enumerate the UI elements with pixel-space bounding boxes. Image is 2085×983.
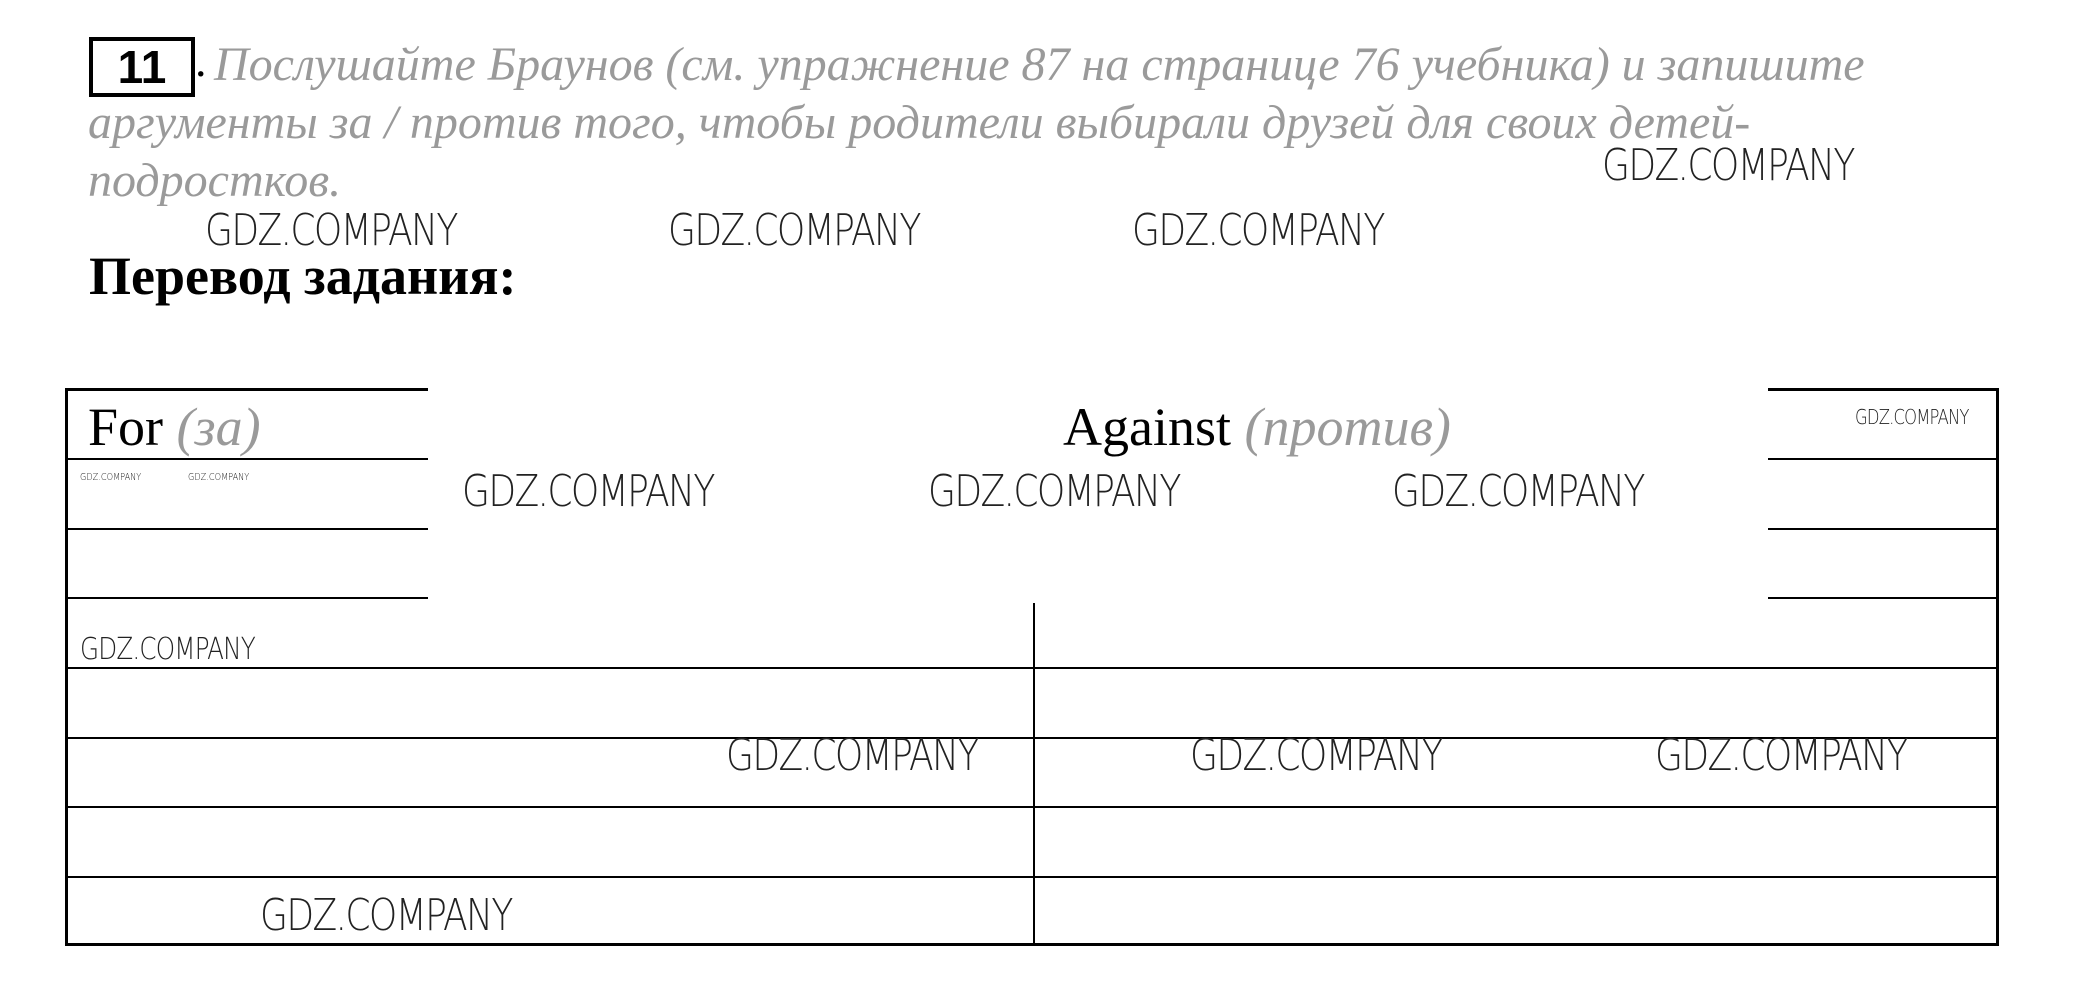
watermark: GDZ.COMPANY <box>80 472 142 483</box>
watermark: GDZ.COMPANY <box>260 890 512 941</box>
watermark: GDZ.COMPANY <box>462 466 714 517</box>
against-translation: (против) <box>1244 397 1451 457</box>
exercise-instruction: Послушайте Браунов (см. упражнение 87 на странице 76 учебника) и запишите аргументы за / против того, чтобы родители выбирали друзей для своих детей-подростков. <box>88 38 1865 207</box>
for-label: For <box>88 397 164 457</box>
for-column-header <box>88 397 261 457</box>
exercise-number-dot: . <box>195 35 207 86</box>
for-translation: (за) <box>176 397 261 457</box>
watermark: GDZ.COMPANY <box>1392 466 1644 517</box>
watermark: GDZ.COMPANY <box>668 205 920 256</box>
translation-heading: Перевод задания: <box>89 246 517 306</box>
table-row-divider <box>68 806 1996 808</box>
against-label: Against <box>1063 397 1231 457</box>
against-column-header <box>1063 397 1451 457</box>
table-row-divider <box>68 876 1996 878</box>
exercise-number: 11 <box>117 41 167 93</box>
watermark: GDZ.COMPANY <box>1190 730 1442 781</box>
watermark: GDZ.COMPANY <box>1655 730 1907 781</box>
watermark: GDZ.COMPANY <box>80 632 255 667</box>
watermark: GDZ.COMPANY <box>1132 205 1384 256</box>
watermark: GDZ.COMPANY <box>928 466 1180 517</box>
watermark: GDZ.COMPANY <box>726 730 978 781</box>
watermark: GDZ.COMPANY <box>1602 140 1854 191</box>
watermark: GDZ.COMPANY <box>205 205 457 256</box>
table-row-divider <box>68 667 1996 669</box>
watermark: GDZ.COMPANY <box>1855 405 1969 429</box>
watermark: GDZ.COMPANY <box>188 472 250 483</box>
